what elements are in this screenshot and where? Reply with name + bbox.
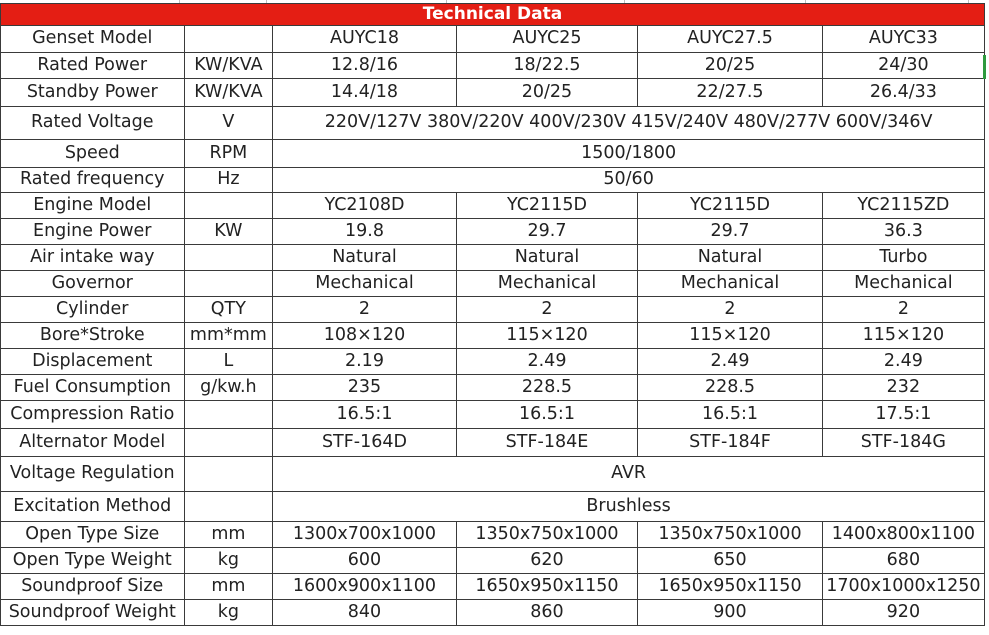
- row-unit: KW/KVA: [184, 53, 273, 79]
- value-cell-d: YC2115ZD: [822, 193, 984, 219]
- value-cell-a: AUYC18: [273, 26, 457, 53]
- value-cell-b: 16.5:1: [456, 401, 637, 429]
- value-cell-b: 228.5: [456, 375, 637, 401]
- table-row: [1, 349, 985, 375]
- value-cell-c: 1650x950x1150: [638, 574, 823, 600]
- merged-value-cell: 220V/127V 380V/220V 400V/230V 415V/240V 480V/277V 600V/346V: [273, 107, 985, 140]
- table-row: [1, 26, 985, 53]
- value-cell-d: 26.4/33: [822, 79, 984, 107]
- value-cell-b: Mechanical: [456, 271, 637, 297]
- table-row: [1, 323, 985, 349]
- table-row: [1, 375, 985, 401]
- row-unit: [184, 26, 273, 53]
- table-row: [1, 79, 985, 107]
- row-label: Genset Model: [1, 26, 185, 53]
- table-row: [1, 53, 985, 79]
- row-label: Cylinder: [1, 297, 185, 323]
- value-cell-d: 680: [822, 548, 984, 574]
- value-cell-c: 1350x750x1000: [638, 522, 823, 548]
- row-label: Fuel Consumption: [1, 375, 185, 401]
- value-cell-b: AUYC25: [456, 26, 637, 53]
- row-unit: KW: [184, 219, 273, 245]
- value-cell-d: AUYC33: [822, 26, 984, 53]
- row-unit: KW/KVA: [184, 79, 273, 107]
- row-label: Excitation Method: [1, 492, 185, 522]
- table-row: [1, 140, 985, 168]
- row-label: Rated frequency: [1, 168, 185, 193]
- value-cell-d: 2: [822, 297, 984, 323]
- value-cell-c: 228.5: [638, 375, 823, 401]
- row-label: Rated Voltage: [1, 107, 185, 140]
- row-unit: mm: [184, 522, 273, 548]
- value-cell-d: 115×120: [822, 323, 984, 349]
- row-unit: [184, 492, 273, 522]
- row-label: Soundproof Weight: [1, 600, 185, 626]
- value-cell-b: 620: [456, 548, 637, 574]
- value-cell-c: 650: [638, 548, 823, 574]
- table-row: [1, 193, 985, 219]
- row-label: Rated Power: [1, 53, 185, 79]
- row-label: Open Type Size: [1, 522, 185, 548]
- row-label: Compression Ratio: [1, 401, 185, 429]
- value-cell-c: Natural: [638, 245, 823, 271]
- table-row: [1, 245, 985, 271]
- table-row: [1, 107, 985, 140]
- value-cell-a: 840: [273, 600, 457, 626]
- row-label: Voltage Regulation: [1, 457, 185, 492]
- row-label: Engine Model: [1, 193, 185, 219]
- value-cell-c: AUYC27.5: [638, 26, 823, 53]
- value-cell-d: 232: [822, 375, 984, 401]
- value-cell-c: YC2115D: [638, 193, 823, 219]
- value-cell-d: 1700x1000x1250: [822, 574, 984, 600]
- row-unit: g/kw.h: [184, 375, 273, 401]
- row-label: Soundproof Size: [1, 574, 185, 600]
- row-label: Speed: [1, 140, 185, 168]
- value-cell-c: 2.49: [638, 349, 823, 375]
- value-cell-a: Natural: [273, 245, 457, 271]
- table-row: [1, 548, 985, 574]
- technical-data-table: [0, 3, 985, 626]
- table-row: [1, 401, 985, 429]
- row-unit: [184, 245, 273, 271]
- value-cell-a: 600: [273, 548, 457, 574]
- table-row: [1, 574, 985, 600]
- row-unit: [184, 429, 273, 457]
- value-cell-a: Mechanical: [273, 271, 457, 297]
- value-cell-a: YC2108D: [273, 193, 457, 219]
- value-cell-c: 22/27.5: [638, 79, 823, 107]
- value-cell-b: 1350x750x1000: [456, 522, 637, 548]
- table-row: [1, 457, 985, 492]
- row-unit: QTY: [184, 297, 273, 323]
- value-cell-d: STF-184G: [822, 429, 984, 457]
- row-label: Displacement: [1, 349, 185, 375]
- value-cell-c: 900: [638, 600, 823, 626]
- value-cell-d: 36.3: [822, 219, 984, 245]
- table-row: [1, 429, 985, 457]
- value-cell-c: 2: [638, 297, 823, 323]
- row-unit: [184, 401, 273, 429]
- row-unit: [184, 271, 273, 297]
- merged-value-cell: AVR: [273, 457, 985, 492]
- value-cell-c: 20/25: [638, 53, 823, 79]
- table-title: Technical Data: [1, 4, 985, 26]
- row-unit: [184, 193, 273, 219]
- selection-marker: [983, 55, 986, 79]
- value-cell-b: 29.7: [456, 219, 637, 245]
- value-cell-d: Turbo: [822, 245, 984, 271]
- value-cell-a: 108×120: [273, 323, 457, 349]
- row-unit: [184, 457, 273, 492]
- row-unit: Hz: [184, 168, 273, 193]
- table-row: [1, 522, 985, 548]
- row-label: Engine Power: [1, 219, 185, 245]
- row-label: Open Type Weight: [1, 548, 185, 574]
- value-cell-d: 1400x800x1100: [822, 522, 984, 548]
- row-unit: L: [184, 349, 273, 375]
- value-cell-b: 18/22.5: [456, 53, 637, 79]
- row-label: Bore*Stroke: [1, 323, 185, 349]
- value-cell-d: 17.5:1: [822, 401, 984, 429]
- value-cell-c: 16.5:1: [638, 401, 823, 429]
- value-cell-a: 2.19: [273, 349, 457, 375]
- table-row: [1, 219, 985, 245]
- row-label: Governor: [1, 271, 185, 297]
- value-cell-b: STF-184E: [456, 429, 637, 457]
- merged-value-cell: Brushless: [273, 492, 985, 522]
- row-unit: mm*mm: [184, 323, 273, 349]
- value-cell-a: 16.5:1: [273, 401, 457, 429]
- value-cell-b: 115×120: [456, 323, 637, 349]
- table-row: [1, 600, 985, 626]
- row-unit: kg: [184, 600, 273, 626]
- value-cell-b: 2: [456, 297, 637, 323]
- value-cell-a: 1300x700x1000: [273, 522, 457, 548]
- row-label: Standby Power: [1, 79, 185, 107]
- value-cell-a: 235: [273, 375, 457, 401]
- value-cell-a: 19.8: [273, 219, 457, 245]
- row-unit: mm: [184, 574, 273, 600]
- merged-value-cell: 1500/1800: [273, 140, 985, 168]
- merged-value-cell: 50/60: [273, 168, 985, 193]
- value-cell-d: 24/30: [822, 53, 984, 79]
- row-unit: V: [184, 107, 273, 140]
- row-label: Alternator Model: [1, 429, 185, 457]
- value-cell-a: 12.8/16: [273, 53, 457, 79]
- value-cell-c: 115×120: [638, 323, 823, 349]
- value-cell-b: 2.49: [456, 349, 637, 375]
- value-cell-a: 2: [273, 297, 457, 323]
- value-cell-c: STF-184F: [638, 429, 823, 457]
- value-cell-b: 20/25: [456, 79, 637, 107]
- value-cell-d: 2.49: [822, 349, 984, 375]
- value-cell-b: YC2115D: [456, 193, 637, 219]
- value-cell-d: Mechanical: [822, 271, 984, 297]
- table-row: [1, 271, 985, 297]
- table-row: [1, 168, 985, 193]
- value-cell-b: 1650x950x1150: [456, 574, 637, 600]
- table-row: [1, 492, 985, 522]
- value-cell-d: 920: [822, 600, 984, 626]
- value-cell-c: Mechanical: [638, 271, 823, 297]
- title-row: [1, 4, 985, 26]
- value-cell-a: 14.4/18: [273, 79, 457, 107]
- value-cell-b: Natural: [456, 245, 637, 271]
- value-cell-a: 1600x900x1100: [273, 574, 457, 600]
- row-unit: RPM: [184, 140, 273, 168]
- value-cell-a: STF-164D: [273, 429, 457, 457]
- value-cell-b: 860: [456, 600, 637, 626]
- table-row: [1, 297, 985, 323]
- value-cell-c: 29.7: [638, 219, 823, 245]
- row-label: Air intake way: [1, 245, 185, 271]
- row-unit: kg: [184, 548, 273, 574]
